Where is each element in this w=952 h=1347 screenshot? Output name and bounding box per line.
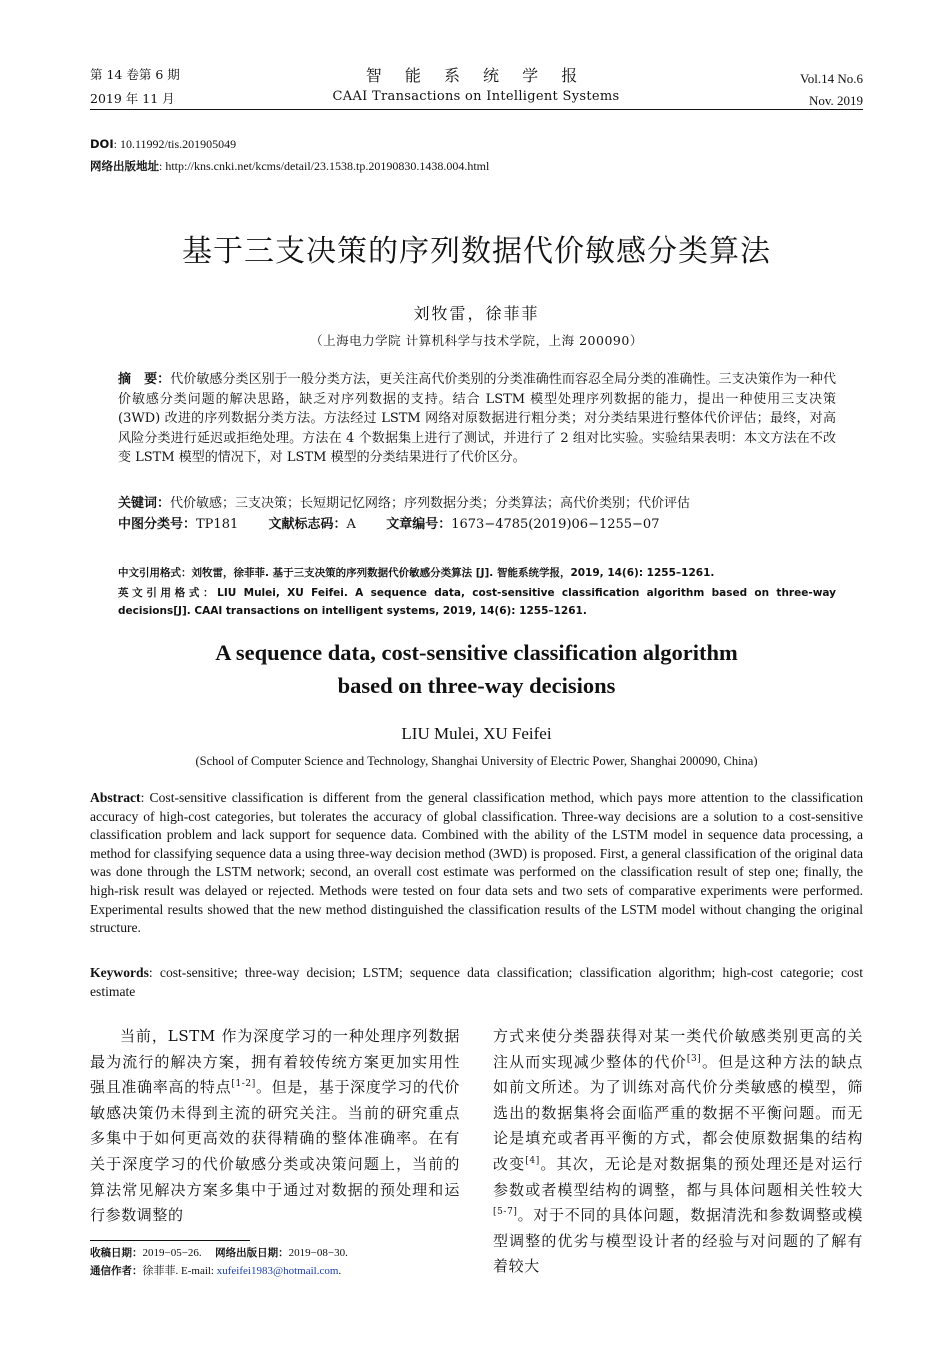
title-en — [90, 636, 863, 702]
article-number-label: 文章编号： — [386, 517, 452, 532]
online-date: 2019−08−30. — [288, 1247, 348, 1259]
authors-en: LIU Mulei, XU Feifei — [401, 724, 552, 743]
citation-ref-3[interactable]: [3] — [686, 1053, 702, 1064]
doc-code-label: 文献标志码： — [268, 517, 347, 532]
body-right-text-c: 。其次，无论是对数据集的预处理还是对运行参数或者模型结构的调整，都与具体问题相关性较大 — [493, 1154, 863, 1199]
keywords-en — [90, 964, 863, 1001]
abstract-en-text: : Cost-sensitive classification is different from the general classification method, which pays more attention to the classification accuracy of high-cost categories, but tolerates the accuracy of global classification. Three-way decisions are a solution to a cost-sensitive classification problem and lack support for sequence data. Combined with the ability of the LSTM model in sequence data processing, a method for classifying sequence data a using three-way decision method (3WD) is proposed. First, a general classification of the original data was done through the LSTM network; second, an overall cost estimate was performed on the classification result of step one; finally, the high-risk result was delayed or rejected. Methods were tested on four data sets and two sets of comparative experiments were performed. Experimental results showed that the new method distinguished the classification results of the LSTM model without changing the original structure. — [90, 790, 863, 936]
footnote-rule — [90, 1240, 250, 1241]
citation-ref-5-7[interactable]: [5-7] — [493, 1207, 518, 1218]
abstract-cn — [118, 370, 836, 468]
doi-value: : 10.11992/tis.201905049 — [113, 137, 237, 151]
body-left-column — [90, 1024, 460, 1229]
clc-label: 中图分类号： — [118, 517, 197, 532]
footnote-dates — [90, 1245, 460, 1262]
received-label: 收稿日期： — [90, 1247, 143, 1259]
body-left-text-b: 。但是，基于深度学习的代价敏感决策仍未得到主流的研究关注。当前的研究重点多集中于如何更高效的获得精确的整体准确率。在有关于深度学习的代价敏感分类或决策问题上，当前的算法常见解决方案多集中于通过对数据的预处理和运行参数调整的 — [90, 1078, 460, 1225]
url-label: 网络出版地址 — [90, 159, 159, 173]
corresponding-author: 徐菲菲. E-mail: — [142, 1265, 217, 1277]
abstract-cn-text: 代价敏感分类区别于一般分类方法，更关注高代价类别的分类准确性而容忍全局分类的准确性。三支决策作为一种代价敏感分类问题的解决思路，缺乏对序列数据的支持。结合 LSTM 模型处理序列数据的能力，提出一种使用三支决策 (3WD) 改进的序列数据分类方法。方法经过 LSTM 网络对原数据进行粗分类；对分类结果进行整体代价评估；最终，对高风险分类进行延迟或拒绝处理。方法在 4 个数据集上进行了测试，并进行了 2 组对比实验。实验结果表明：本文方法在不改变 LSTM 模型的情况下，对 LSTM 模型的分类结果进行了代价区分。 — [118, 372, 836, 466]
abstract-cn-label: 摘 要： — [118, 372, 171, 387]
corresponding-label: 通信作者： — [90, 1265, 143, 1277]
classification-line — [118, 515, 836, 535]
body-left-text-a: 当前，LSTM 作为深度学习的一种处理序列数据最为流行的解决方案，拥有着较传统方案更加实用性强且准确率高的特点 — [90, 1027, 460, 1097]
footnote-author — [90, 1263, 460, 1280]
url-value[interactable]: : http://kns.cnki.net/kcms/detail/23.1538.tp.20190830.1438.004.html — [159, 159, 490, 173]
doi-label: DOI — [90, 137, 114, 151]
body-right-column — [493, 1024, 863, 1280]
clc-value: TP181 — [196, 517, 239, 532]
affiliation-cn: （上海电力学院 计算机科学与技术学院，上海 200090） — [310, 333, 643, 348]
online-label: 网络出版日期： — [215, 1247, 289, 1259]
doi-line — [90, 135, 236, 154]
citation-ref-1-2[interactable]: [1-2] — [231, 1079, 256, 1090]
citation-cn — [118, 564, 836, 582]
received-date: 2019−05−26. — [142, 1247, 202, 1259]
keywords-en-label: Keywords — [90, 965, 149, 980]
citation-en — [118, 584, 836, 620]
header-date-en: Nov. 2019 — [808, 93, 863, 108]
header-rule — [90, 109, 863, 110]
footnote-end: . — [338, 1265, 342, 1277]
abstract-en — [90, 789, 863, 938]
citation-cn-label: 中文引用格式： — [118, 567, 192, 579]
url-line — [90, 157, 489, 176]
body-right-text-a: 方式来使分类器获得对某一类代价敏感类别更高的关注从而实现减少整体的代价 — [493, 1027, 863, 1071]
body-right-text-d: 。对于不同的具体问题，数据清洗和参数调整或模型调整的优劣与模型设计者的经验与对问题的了解有着较大 — [493, 1206, 863, 1276]
keywords-cn — [118, 494, 836, 514]
keywords-cn-label: 关键词： — [118, 496, 171, 511]
keywords-en-text: : cost-sensitive; three-way decision; LSTM; sequence data classification; classification algorithm; high-cost categorie; cost estimate — [90, 965, 863, 999]
header-volume-cn: 第 14 卷第 6 期 — [90, 67, 180, 82]
abstract-en-label: Abstract — [90, 790, 141, 805]
header-journal-cn: 智 能 系 统 学 报 — [365, 66, 587, 85]
header-date-cn: 2019 年 11 月 — [90, 91, 175, 106]
citation-en-label: 英文引用格式： — [118, 587, 218, 599]
authors-cn: 刘牧雷，徐菲菲 — [413, 304, 540, 323]
email-link[interactable]: xufeifei1983@hotmail.com — [216, 1265, 339, 1277]
article-number-value: 1673−4785(2019)06−1255−07 — [451, 517, 660, 532]
title-en-line1: A sequence data, cost-sensitive classification algorithm — [215, 640, 738, 665]
header-volume-en: Vol.14 No.6 — [800, 71, 863, 86]
citation-en-text: LIU Mulei, XU Feifei. A sequence data, cost-sensitive classification algorithm based on three-way decisions[J]. CAAI transactions on intelligent systems, 2019, 14(6): 1255–1261. — [118, 587, 837, 617]
body-right-text-b: 。但是这种方法的缺点如前文所述。为了训练对高代价分类敏感的模型，筛选出的数据集将会面临严重的数据不平衡问题。而无论是填充或者再平衡的方式，都会使原数据集的结构改变 — [493, 1052, 863, 1173]
citation-cn-text: 刘牧雷，徐菲菲. 基于三支决策的序列数据代价敏感分类算法 [J]. 智能系统学报，2019, 14(6): 1255–1261. — [191, 567, 715, 579]
affiliation-en: (School of Computer Science and Technology, Shanghai University of Electric Power, Shanghai 200090, China) — [195, 754, 758, 768]
keywords-cn-text: 代价敏感；三支决策；长短期记忆网络；序列数据分类；分类算法；高代价类别；代价评估 — [170, 496, 691, 511]
header-journal-en: CAAI Transactions on Intelligent Systems — [332, 89, 620, 104]
title-en-line2: based on three-way decisions — [337, 673, 616, 698]
doc-code-value: A — [346, 517, 356, 532]
citation-ref-4[interactable]: [4] — [525, 1155, 540, 1166]
title-cn: 基于三支决策的序列数据代价敏感分类算法 — [182, 234, 771, 269]
